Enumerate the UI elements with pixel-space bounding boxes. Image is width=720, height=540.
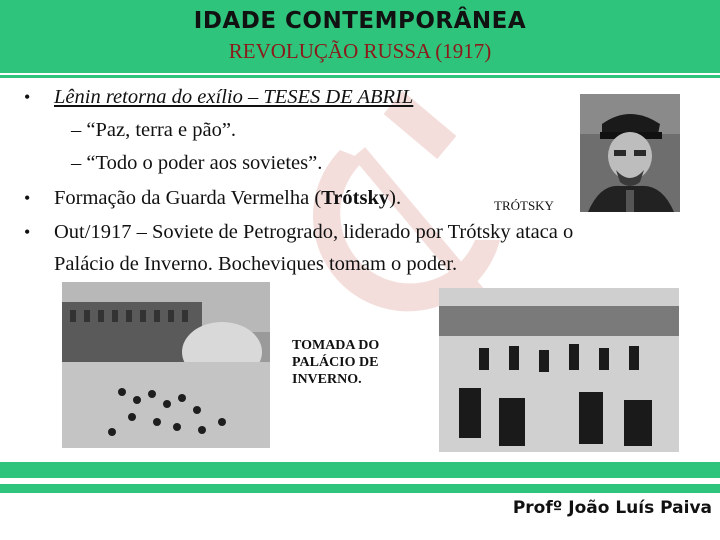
bullet-teses-text: Lênin retorna do exílio – TESES DE ABRIL (54, 86, 414, 108)
header-banner (0, 0, 720, 73)
bullet-guarda-text (54, 187, 401, 210)
trotsky-photo (580, 94, 680, 212)
sub-bullet-sovietes: – “Todo o poder aos sovietes”. (71, 152, 323, 174)
guarda-name: Trótsky (321, 187, 390, 209)
author-credit: Profº João Luís Paiva (512, 498, 712, 518)
palace-caption-line2: PALÁCIO DE (292, 355, 379, 370)
header-divider (0, 75, 720, 78)
bullet-dot: • (24, 87, 31, 107)
footer-bar-2 (0, 484, 720, 493)
guarda-pre: Formação da Guarda Vermelha ( (54, 187, 322, 209)
palace-photo-left (62, 282, 270, 448)
footer-bar-1 (0, 462, 720, 478)
slide-title: IDADE CONTEMPORÂNEA (193, 8, 527, 34)
palace-photo-right (439, 288, 679, 452)
trotsky-caption: TRÓTSKY (494, 198, 554, 213)
guarda-post: ). (389, 187, 402, 209)
bullet-dot: • (24, 222, 31, 242)
sub-bullet-paz: – “Paz, terra e pão”. (71, 119, 237, 141)
palace-caption (292, 337, 379, 388)
slide-subtitle: REVOLUÇÃO RUSSA (1917) (228, 39, 492, 63)
bullet-dot: • (24, 188, 31, 208)
bullet-soviete-line2: Palácio de Inverno. Bocheviques tomam o poder. (54, 253, 458, 275)
palace-caption-line1: TOMADA DO (292, 338, 380, 353)
palace-caption-line3: INVERNO. (292, 372, 362, 387)
bullet-soviete-line1: Out/1917 – Soviete de Petrogrado, liderado por Trótsky ataca o (54, 221, 574, 243)
